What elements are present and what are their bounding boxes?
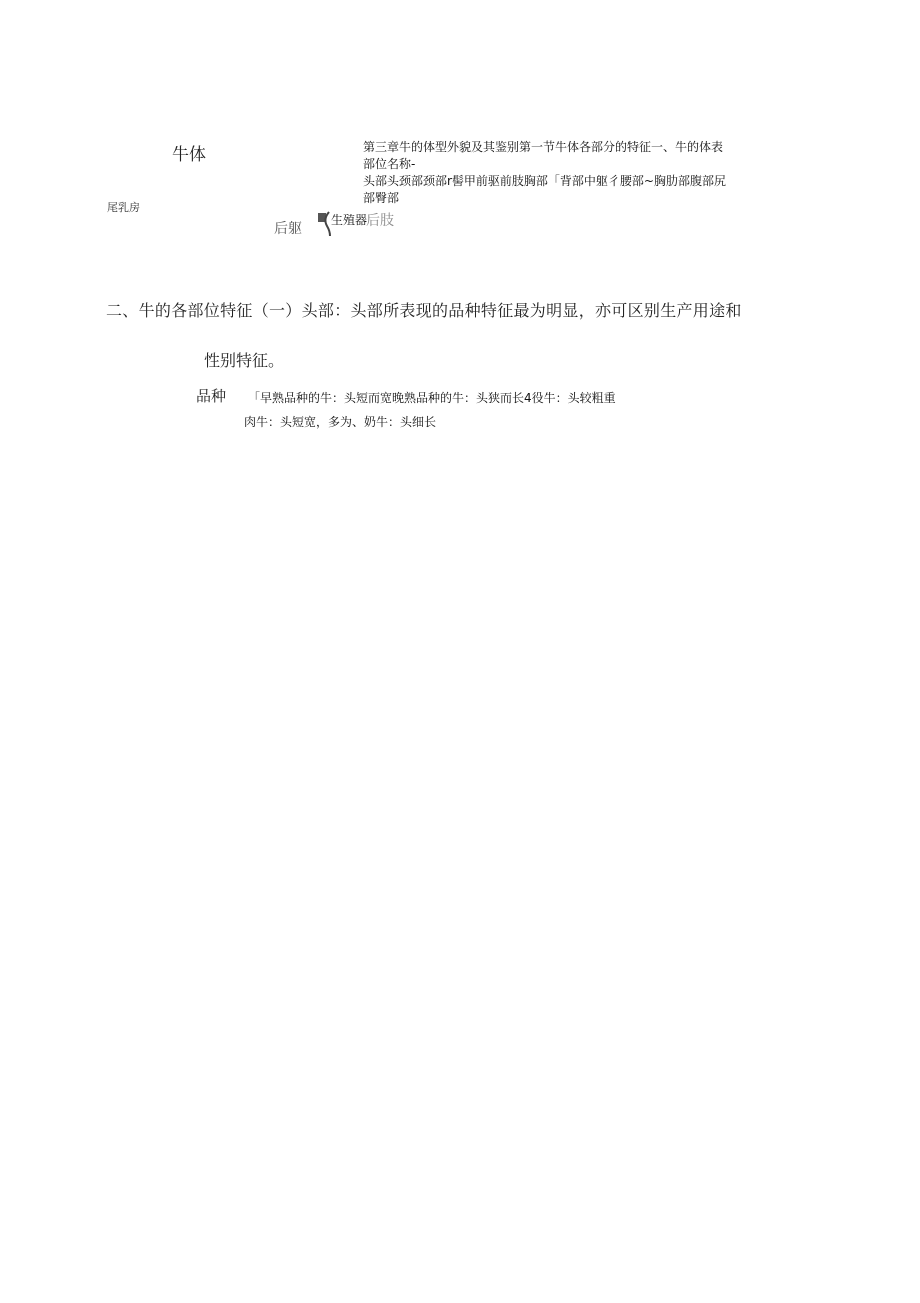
diagram-left-label: 尾乳房 (107, 201, 140, 214)
title-line-1: 第三章牛的体型外貌及其鉴别第一节牛体各部分的特征一、牛的体表 (363, 140, 724, 154)
breed-label: 品种 (196, 387, 227, 405)
diagram-reproductive-label: 生殖器 (331, 213, 368, 227)
title-line-2: 部位名称- (363, 157, 416, 171)
breed-line-2: 肉牛：头短宽，多为、奶牛：头细长 (244, 415, 437, 429)
diagram-root-label: 牛体 (172, 145, 206, 165)
title-line-3: 头部头颈部颈部r髻甲前驱前肢胸部「背部中躯彳腰部~胸肋部腹部尻 (363, 174, 726, 188)
title-line-4: 部臀部 (363, 191, 400, 205)
section-heading: 二、牛的各部位特征（一）头部：头部所表现的品种特征最为明显，亦可区别生产用途和 (106, 301, 742, 320)
diagram-hind-limb-label: 后肢 (366, 213, 394, 229)
breed-line-1: 「早熟品种的牛：头短而宽晚熟品种的牛：头狭而长4役牛：头较粗重 (248, 391, 616, 405)
bracket-mark-icon (318, 211, 332, 237)
diagram-hind-body-label: 后躯 (274, 221, 302, 237)
section-heading-continuation: 性别特征。 (204, 351, 285, 370)
chapter-title-block (363, 139, 773, 207)
